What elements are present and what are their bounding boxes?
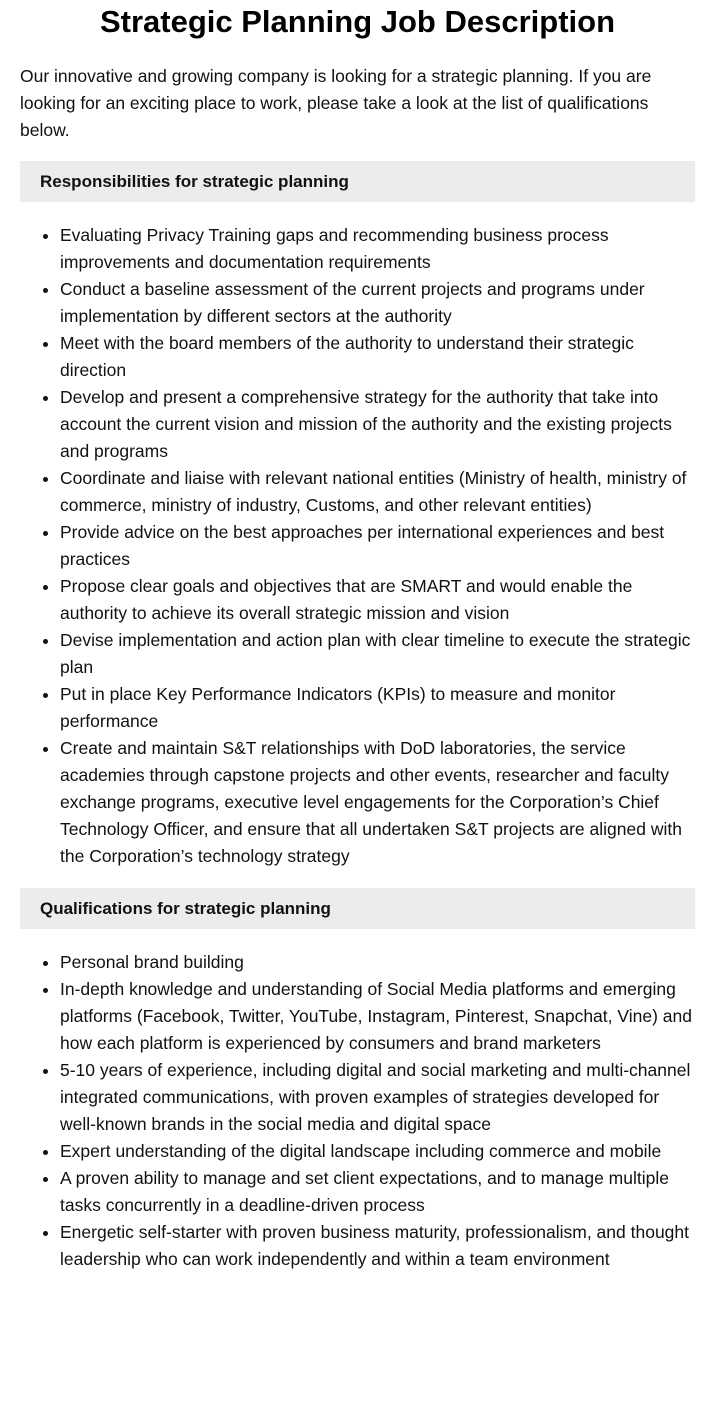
list-item: Put in place Key Performance Indicators (KPIs) to measure and monitor performance xyxy=(60,681,695,735)
responsibilities-heading: Responsibilities for strategic planning xyxy=(20,161,695,202)
list-item: Personal brand building xyxy=(60,949,695,976)
list-item: Develop and present a comprehensive strategy for the authority that take into account the current vision and mission of the authority and the existing projects and programs xyxy=(60,384,695,465)
list-item: Meet with the board members of the authority to understand their strategic direction xyxy=(60,330,695,384)
list-item: Expert understanding of the digital landscape including commerce and mobile xyxy=(60,1138,695,1165)
list-item: Conduct a baseline assessment of the current projects and programs under implementation by different sectors at the authority xyxy=(60,276,695,330)
list-item: Evaluating Privacy Training gaps and recommending business process improvements and documentation requirements xyxy=(60,222,695,276)
list-item: Coordinate and liaise with relevant national entities (Ministry of health, ministry of commerce, ministry of industry, Customs, and other relevant entities) xyxy=(60,465,695,519)
qualifications-list xyxy=(20,949,695,1273)
page-title: Strategic Planning Job Description xyxy=(99,4,616,39)
list-item: In-depth knowledge and understanding of Social Media platforms and emerging platforms (Facebook, Twitter, YouTube, Instagram, Pinterest, Snapchat, Vine) and how each platform is experienced by consumers and brand marketers xyxy=(60,976,695,1057)
intro-paragraph: Our innovative and growing company is looking for a strategic planning. If you are looking for an exciting place to work, please take a look at the list of qualifications below. xyxy=(20,66,652,140)
responsibilities-list xyxy=(20,222,695,870)
list-item: Provide advice on the best approaches per international experiences and best practices xyxy=(60,519,695,573)
list-item: Create and maintain S&T relationships with DoD laboratories, the service academies through capstone projects and other events, researcher and faculty exchange programs, executive level engagements for the Corporation’s Chief Technology Officer, and ensure that all undertaken S&T projects are aligned with the Corporation’s technology strategy xyxy=(60,735,695,870)
list-item: Propose clear goals and objectives that are SMART and would enable the authority to achieve its overall strategic mission and vision xyxy=(60,573,695,627)
qualifications-heading: Qualifications for strategic planning xyxy=(20,888,695,929)
list-item: Devise implementation and action plan with clear timeline to execute the strategic plan xyxy=(60,627,695,681)
list-item: 5-10 years of experience, including digital and social marketing and multi-channel integrated communications, with proven examples of strategies developed for well-known brands in the social media and digital space xyxy=(60,1057,695,1138)
list-item: A proven ability to manage and set client expectations, and to manage multiple tasks concurrently in a deadline-driven process xyxy=(60,1165,695,1219)
list-item: Energetic self-starter with proven business maturity, professionalism, and thought leadership who can work independently and within a team environment xyxy=(60,1219,695,1273)
